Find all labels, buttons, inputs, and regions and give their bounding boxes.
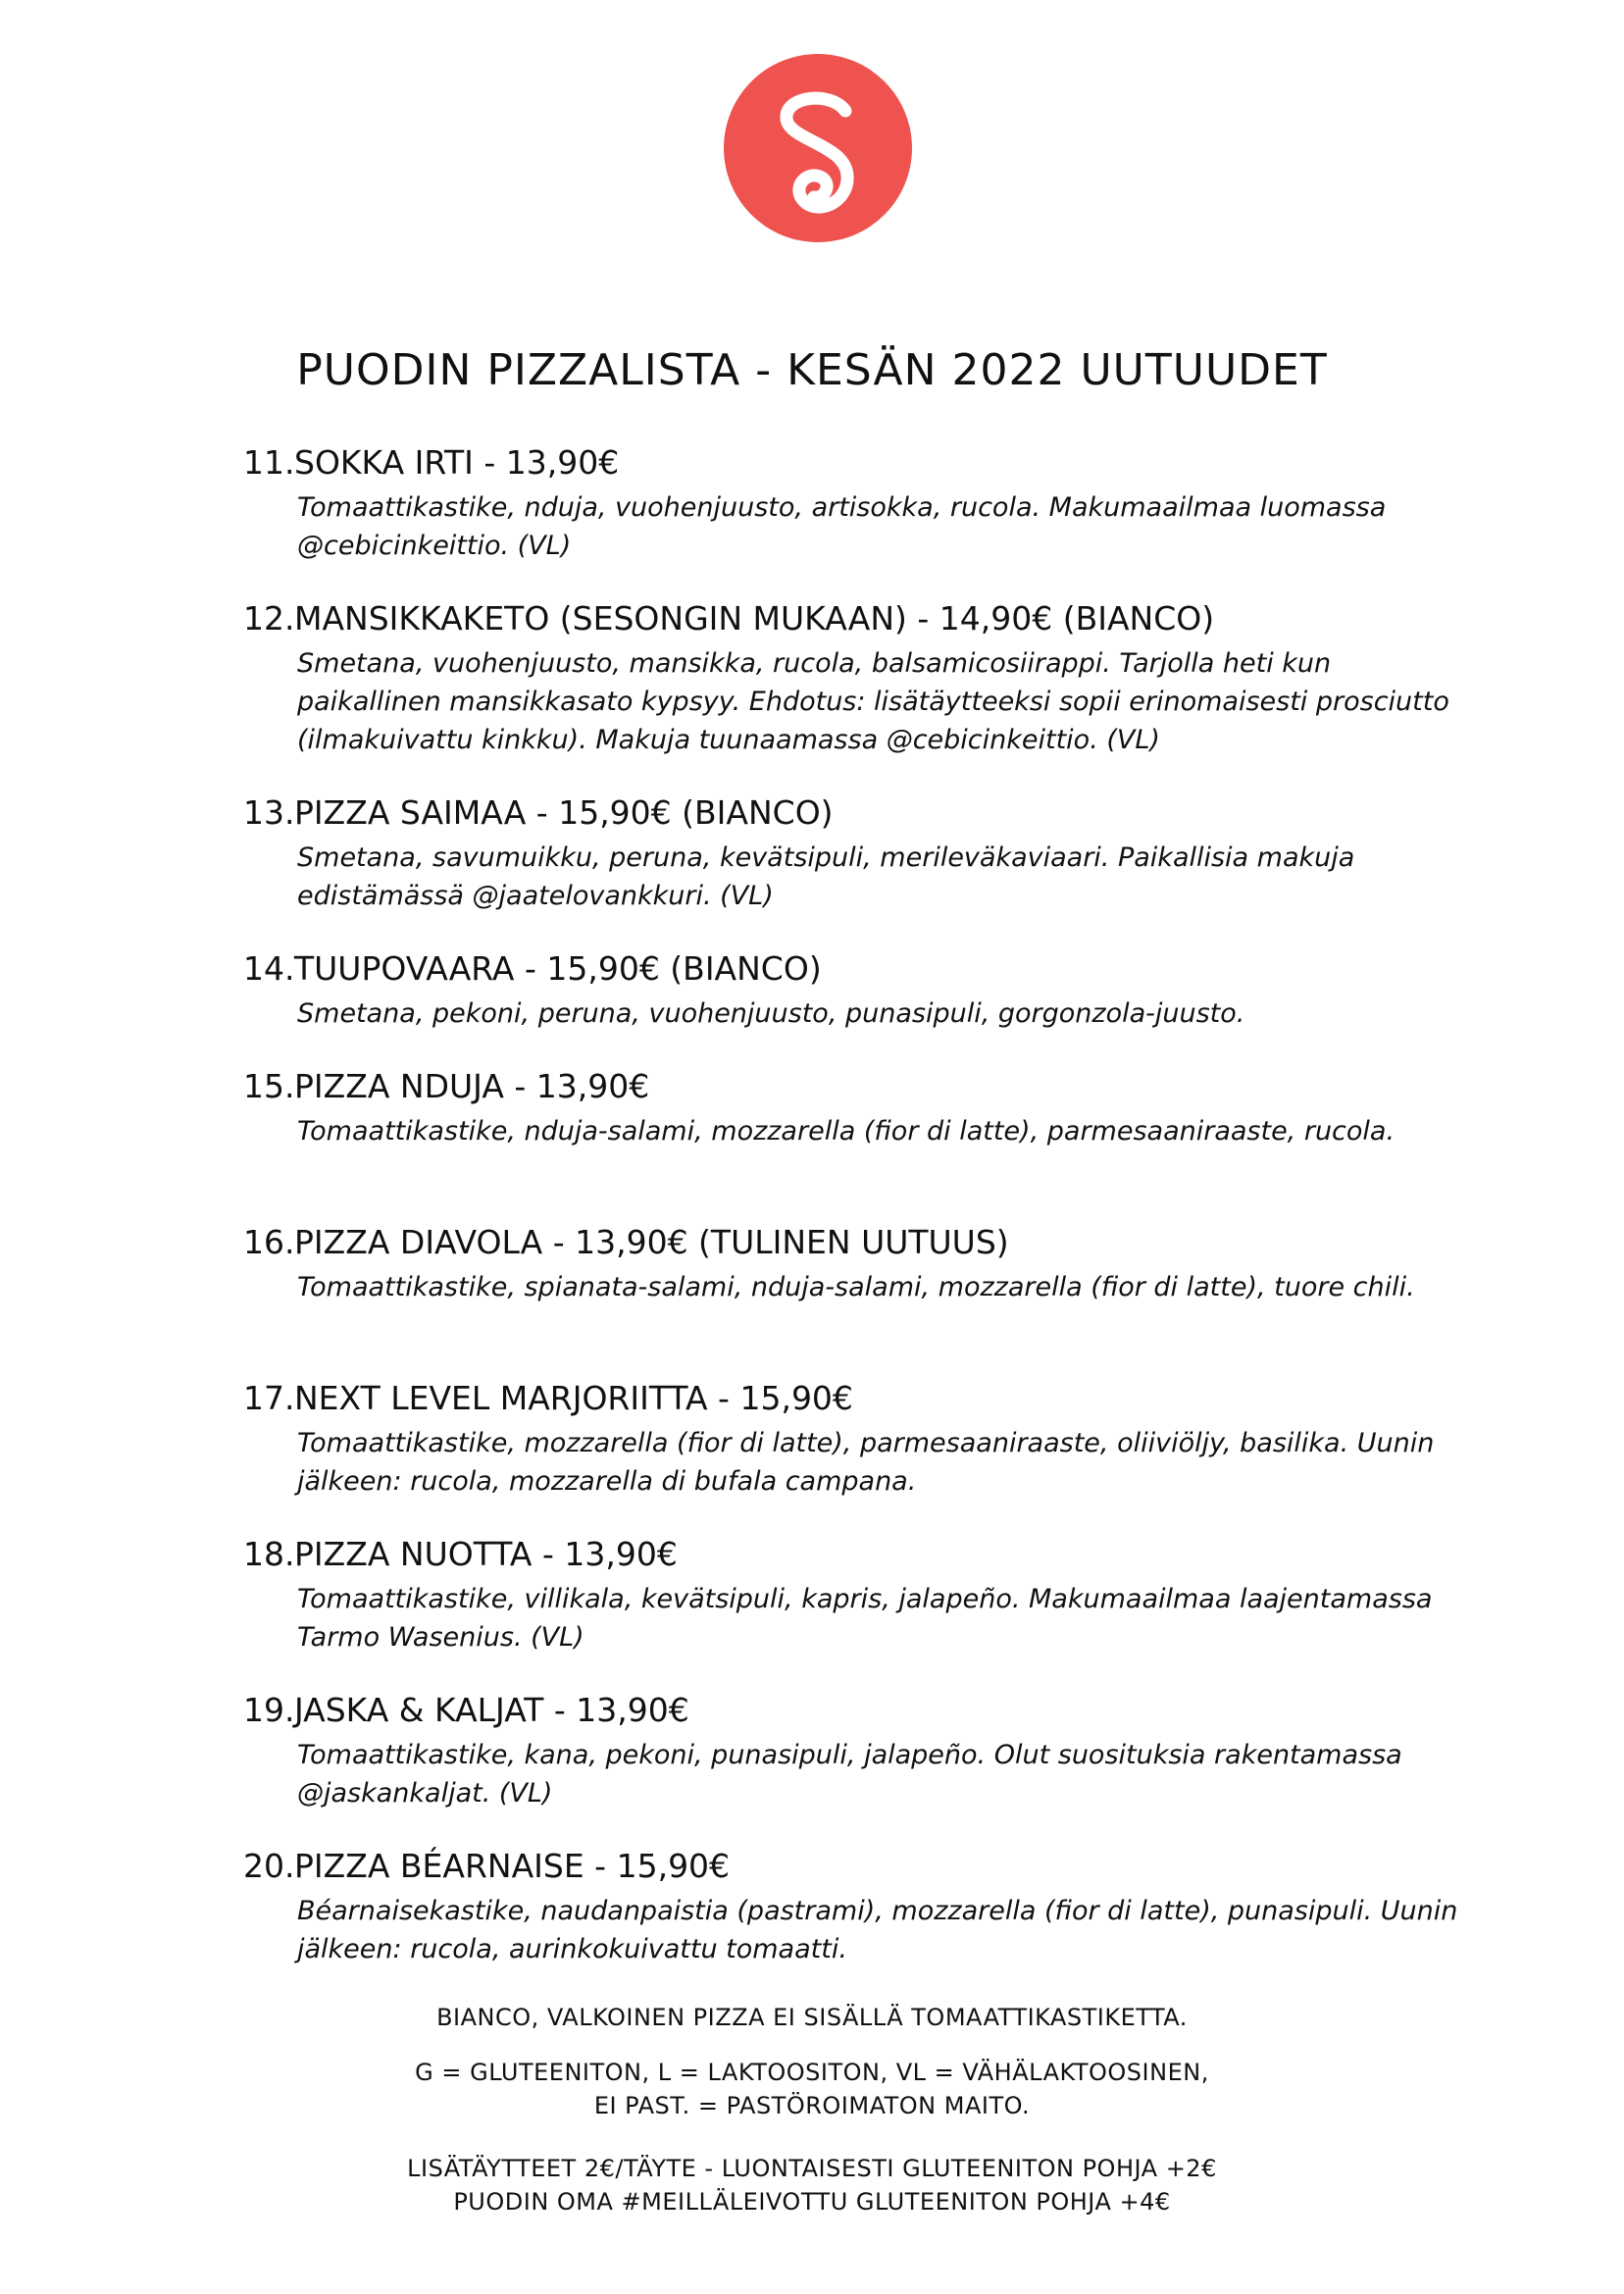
item-description: Smetana, pekoni, peruna, vuohenjuusto, punasipuli, gorgonzola-juusto.: [297, 998, 1245, 1029]
item-description: Tomaattikastike, nduja, vuohenjuusto, artisokka, rucola. Makumaailmaa luomassa @cebicinkeittio. (VL): [297, 492, 1387, 561]
item-name-price: PIZZA NUOTTA - 13,90€: [294, 1535, 678, 1573]
menu-item: [243, 1377, 1469, 1501]
footer-notes: [0, 2001, 1624, 2218]
menu-item: [243, 1221, 1469, 1306]
item-number: 20.: [243, 1847, 295, 1885]
page-title: PUODIN PIZZALISTA - KESÄN 2022 UUTUUDET: [296, 345, 1328, 395]
item-description: Tomaattikastike, villikala, kevätsipuli, kapris, jalapeño. Makumaailmaa laajentamassa Tarmo Wasenius. (VL): [297, 1584, 1433, 1653]
item-number: 13.: [243, 793, 295, 832]
menu-item: [243, 1689, 1469, 1812]
item-number: 12.: [243, 599, 295, 637]
menu-item: [243, 1065, 1469, 1150]
diet-legend-line: EI PAST. = PASTÖROIMATON MAITO.: [593, 2092, 1031, 2119]
menu-item: [243, 1533, 1469, 1657]
item-description: Tomaattikastike, kana, pekoni, punasipuli, jalapeño. Olut suosituksia rakentamassa @jaskankaljat. (VL): [297, 1740, 1402, 1809]
menu-item: [243, 791, 1469, 915]
logo-s-icon: [724, 54, 912, 242]
item-number: 17.: [243, 1379, 295, 1417]
item-number: 16.: [243, 1223, 295, 1261]
item-name-price: JASKA & KALJAT - 13,90€: [294, 1691, 689, 1729]
item-number: 11.: [243, 443, 295, 482]
menu-item: [243, 441, 1469, 565]
item-description: Smetana, savumuikku, peruna, kevätsipuli, merileväkaviaari. Paikallisia makuja edistämässä @jaatelovankkuri. (VL): [297, 842, 1355, 911]
item-name-price: PIZZA BÉARNAISE - 15,90€: [294, 1847, 731, 1885]
menu-item: [243, 597, 1469, 759]
item-number: 15.: [243, 1067, 295, 1105]
menu-item: [243, 947, 1469, 1033]
item-name-price: NEXT LEVEL MARJORIITTA - 15,90€: [294, 1379, 853, 1417]
logo: [724, 54, 912, 242]
item-name-price: PIZZA DIAVOLA - 13,90€ (TULINEN UUTUUS): [294, 1223, 1009, 1261]
item-name-price: PIZZA NDUJA - 13,90€: [294, 1067, 650, 1105]
item-description: Tomaattikastike, nduja-salami, mozzarella (fior di latte), parmesaaniraaste, rucola.: [297, 1116, 1396, 1147]
bianco-note: BIANCO, VALKOINEN PIZZA EI SISÄLLÄ TOMAATTIKASTIKETTA.: [436, 2004, 1188, 2031]
menu-item: [243, 1845, 1469, 1968]
item-name-price: TUUPOVAARA - 15,90€ (BIANCO): [294, 949, 822, 988]
item-description: Tomaattikastike, mozzarella (fior di latte), parmesaaniraaste, oliiviöljy, basilika. Uunin jälkeen: rucola, mozzarella di bufala campana.: [297, 1428, 1435, 1497]
diet-legend-line: G = GLUTEENITON, L = LAKTOOSITON, VL = VÄHÄLAKTOOSINEN,: [415, 2059, 1209, 2086]
item-number: 18.: [243, 1535, 295, 1573]
item-description: Béarnaisekastike, naudanpaistia (pastrami), mozzarella (fior di latte), punasipuli. Uunin jälkeen: rucola, aurinkokuivattu tomaatti.: [297, 1896, 1458, 1964]
item-description: Tomaattikastike, spianata-salami, nduja-salami, mozzarella (fior di latte), tuore chili.: [297, 1272, 1415, 1302]
item-name-price: PIZZA SAIMAA - 15,90€ (BIANCO): [294, 793, 834, 832]
item-name-price: MANSIKKAKETO (SESONGIN MUKAAN) - 14,90€ (BIANCO): [294, 599, 1215, 637]
item-number: 14.: [243, 949, 295, 988]
extras-line: PUODIN OMA #MEILLÄLEIVOTTU GLUTEENITON POHJA +4€: [453, 2188, 1171, 2216]
item-description: Smetana, vuohenjuusto, mansikka, rucola, balsamicosiirappi. Tarjolla heti kun paikallinen mansikkasato kypsyy. Ehdotus: lisätäytteeksi sopii erinomaisesti prosciutto (ilmakuivattu kinkku). Makuja tuunaamassa @cebicinkeittio. (VL): [297, 648, 1449, 755]
item-name-price: SOKKA IRTI - 13,90€: [294, 443, 620, 482]
item-number: 19.: [243, 1691, 295, 1729]
extras-line: LISÄTÄYTTEET 2€/TÄYTE - LUONTAISESTI GLUTEENITON POHJA +2€: [407, 2155, 1217, 2182]
